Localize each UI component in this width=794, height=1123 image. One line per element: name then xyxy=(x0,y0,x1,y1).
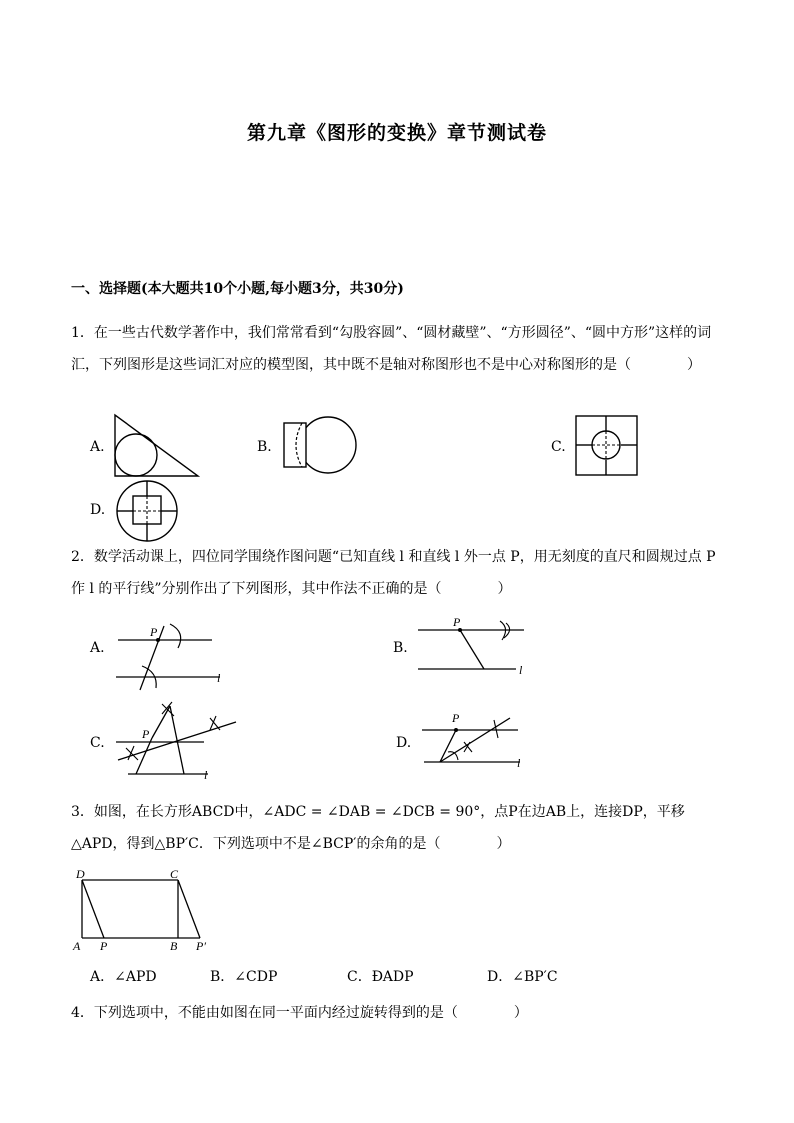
q2-option-a-label: A. xyxy=(90,640,105,656)
q2d-point-p-label: P xyxy=(452,711,460,725)
question-2-text: 2．数学活动课上，四位同学围绕作图问题“已知直线 l 和直线 l 外一点 P，用无刻度的直尺和圆规过点 P 作 l 的平行线”分别作出了下列图形，其中作法不正确的是（ ） xyxy=(71,549,716,597)
q3-label-p-prime: P′ xyxy=(196,939,206,953)
q2c-line-l-label: l xyxy=(204,768,208,782)
q2b-point-p-label: P xyxy=(453,615,461,629)
q2d-line-l-label: l xyxy=(517,756,521,770)
q2b-line-l-label: l xyxy=(519,663,523,676)
q1-figure-b xyxy=(280,412,360,480)
q1-figure-a xyxy=(112,412,202,482)
section-heading: 一、选择题(本大题共10个小题,每小题3分，共30分) xyxy=(71,281,404,297)
q2-figure-c xyxy=(112,698,242,782)
q2-option-c-label: C. xyxy=(90,735,105,751)
q3-label-p: P xyxy=(100,939,108,953)
question-1-text: 1．在一些古代数学著作中，我们常常看到“勾股容圆”、“圆材藏壁”、“方形圆径”、“圆中方形”这样的词汇，下列图形是这些词汇对应的模型图，其中既不是轴对称图形也不是中心对称图形的是（ ） xyxy=(71,325,712,373)
q2-figure-d xyxy=(418,708,533,776)
q2a-line-l-label: l xyxy=(217,671,221,685)
question-3-text: 3．如图，在长方形ABCD中，∠ADC = ∠DAB = ∠DCB = 90°，点P在边AB上，连接DP，平移△APD，得到△BP′C．下列选项中不是∠BCP′的余角的是（ ） xyxy=(71,804,685,852)
q2c-point-p-label: P xyxy=(142,727,150,741)
q3-choice-c: C．ÐADP xyxy=(347,969,414,985)
q3-choice-a: A．∠APD xyxy=(90,969,157,985)
q2-figure-a xyxy=(112,616,237,692)
q1-figure-c xyxy=(574,414,640,478)
q2-option-d-label: D. xyxy=(396,735,412,751)
q3-choice-b: B．∠CDP xyxy=(210,969,278,985)
q1-option-b-label: B. xyxy=(257,439,272,455)
q1-option-c-label: C. xyxy=(551,439,566,455)
q3-label-a: A xyxy=(73,939,81,953)
q1-option-d-label: D. xyxy=(90,502,106,518)
q2a-point-p-label: P xyxy=(150,625,158,639)
q2-figure-b xyxy=(414,614,534,676)
q1-figure-d xyxy=(113,479,183,543)
question-4-text: 4．下列选项中，不能由如图在同一平面内经过旋转得到的是（ ） xyxy=(71,1005,528,1021)
q3-label-d: D xyxy=(76,867,85,881)
q1-option-a-label: A. xyxy=(90,439,105,455)
q3-label-b: B xyxy=(170,939,178,953)
page-title: 第九章《图形的变换》章节测试卷 xyxy=(246,122,547,144)
q3-choice-d: D．∠BP′C xyxy=(487,969,558,985)
q2-option-b-label: B. xyxy=(393,640,408,656)
q3-figure-rectangle xyxy=(70,866,220,956)
q3-label-c: C xyxy=(170,867,179,881)
